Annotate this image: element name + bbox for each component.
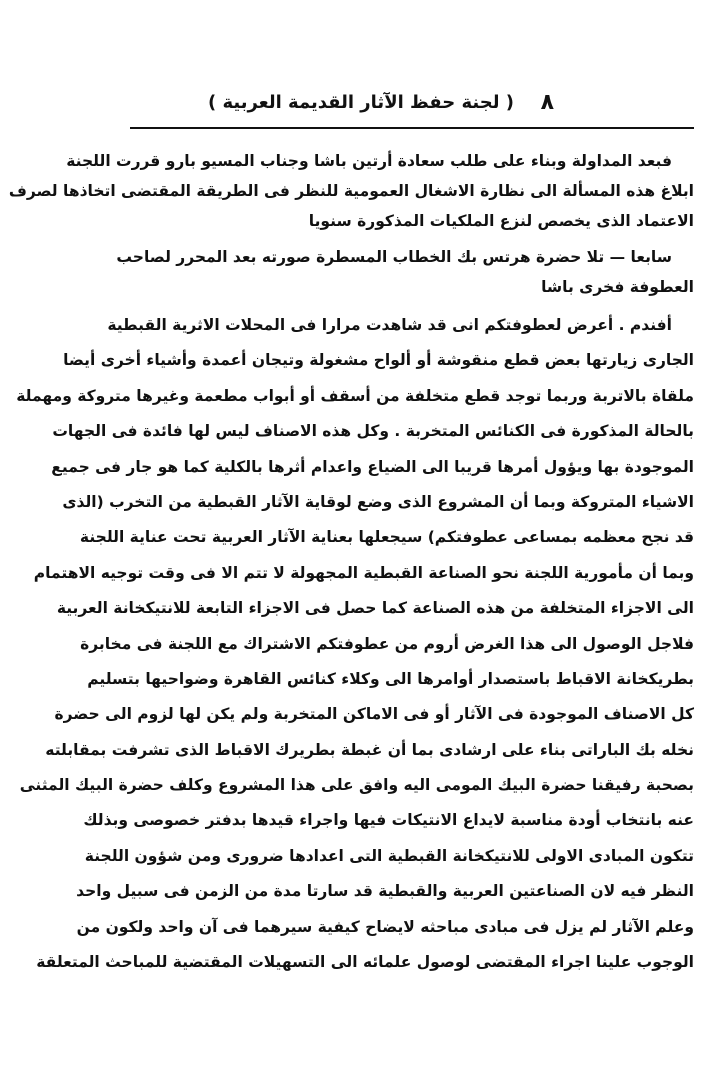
text-line: تتكون المبادى الاولى للانتيكخانة القبطية التى اعدادها ضرورى ومن شؤون اللجنة	[84, 846, 694, 865]
text-line: الجارى زيارتها بعض قطع منقوشة أو ألواح مشغولة وتيجان أعمدة وأشياء أخرى أيضا	[63, 351, 694, 370]
text-line: الموجودة بها ويؤول أمرها قريبا الى الضياع واعدام أثرها بالكلية كما هو جار فى جميع	[51, 457, 694, 476]
header-rule	[130, 127, 694, 129]
text-line: النظر فيه لان الصناعتين العربية والقبطية قد سارتا مدة من الزمن فى سبيل واحد	[76, 882, 694, 901]
text-line: بصحبة رفيقنا حضرة البيك المومى اليه وافق على هذا المشروع وكلف حضرة البيك المثنى	[19, 776, 694, 795]
text-line: فبعد المداولة وبناء على طلب سعادة أرتين باشا وجناب المسيو بارو قررت اللجنة	[66, 152, 672, 170]
text-line: فلاجل الوصول الى هذا الغرض أروم من عطوفتكم الاشتراك مع اللجنة فى مخابرة	[80, 634, 694, 653]
page-body	[8, 146, 694, 980]
text-line: بطريكخانة الاقباط باستصدار أوامرها الى وكلاء كنائس القاهرة وضواحيها بتسليم	[87, 669, 694, 688]
text-line: وعلم الآثار لم يزل فى مبادى مباحثه لايضاح كيفية سيرهما فى آن واحد ولكون من	[76, 917, 694, 936]
text-line: بالحالة المذكورة فى الكنائس المتخربة . وكل هذه الاصناف ليس لها فائدة فى الجهات	[52, 422, 694, 441]
running-header	[130, 88, 692, 124]
text-line: الى الاجزاء المتخلفة من هذه الصناعة كما حصل فى الاجزاء التابعة للانتيكخانة العربية	[56, 599, 694, 618]
running-title: ( لجنة حفظ الآثار القديمة العربية )	[207, 92, 514, 113]
text-line: العطوفة فخرى باشا	[541, 278, 694, 296]
text-line: الاعتماد الذى يخصص لنزع الملكيات المذكورة سنويا	[308, 212, 694, 230]
text-line: الاشياء المتروكة وبما أن المشروع الذى وضع لوقاية الآثار القبطية من التخرب (الذى	[62, 492, 694, 511]
text-line: سابعا — تلا حضرة هرتس بك الخطاب المسطرة صورته بعد المحرر لصاحب	[116, 248, 672, 266]
paragraph-1	[8, 146, 694, 236]
text-line: قد نجح معظمه بمساعى عطوفتكم) سيجعلها بعناية الآثار العربية تحت عناية اللجنة	[79, 528, 694, 547]
text-line: الوجوب علينا اجراء المقتضى لوصول علمائه الى التسهيلات المقتضية للمباحث المتعلقة	[36, 953, 694, 972]
paragraph-2	[116, 242, 694, 302]
text-line: كل الاصناف الموجودة فى الآثار أو فى الاماكن المتخربة ولم يكن لها لزوم الى حضرة	[54, 705, 694, 724]
text-line: وبما أن مأمورية اللجنة نحو الصناعة القبطية المجهولة لا تتم الا فى وقت توجيه الاهتمام	[33, 563, 694, 582]
text-line: ملقاة بالاتربة وربما توجد قطع متخلفة من أسقف أو أبواب مطعمة وغيرها متروكة ومهملة	[16, 386, 694, 405]
text-line: ابلاغ هذه المسألة الى نظارة الاشغال العمومية للنظر فى الطريقة المقتضى اتخاذها لصرف	[8, 182, 694, 200]
text-line: عنه بانتخاب أودة مناسبة لايداع الانتيكات فيها واجراء قيدها بدفتر خصوصى وبذلك	[83, 811, 694, 830]
page-number: ٨	[540, 90, 554, 115]
text-line: أفندم . أعرض لعطوفتكم انى قد شاهدت مرارا فى المحلات الاثرية القبطية	[107, 316, 672, 334]
paragraph-3	[16, 308, 694, 980]
text-line: نخله بك الباراتى بناء على ارشادى بما أن غبطة بطريرك الاقباط الذى تشرفت بمقابلته	[45, 740, 694, 759]
